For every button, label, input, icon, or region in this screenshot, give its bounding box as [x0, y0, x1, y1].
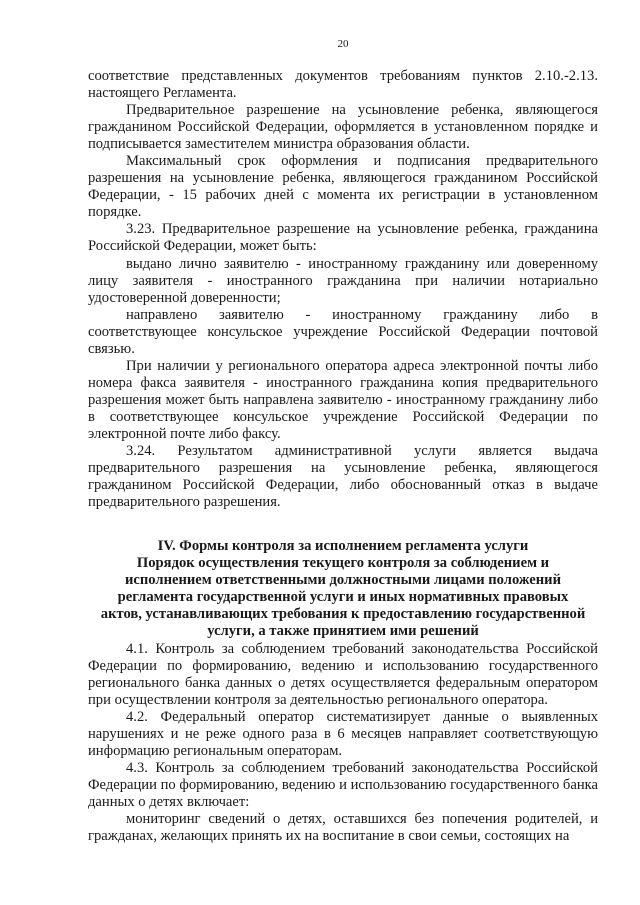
heading-line: исполнением ответственными должностными лицами положений [125, 572, 561, 589]
paragraph: 4.3. Контроль за соблюдением требований законодательства Российской Федерации по формированию, ведению и использованию государственного банка данных о детях включает: [88, 759, 598, 810]
paragraph: 4.1. Контроль за соблюдением требований законодательства Российской Федерации по формированию, ведению и использованию государственного регионального банка данных о детях осуществляется федеральным оператором при осуществлении контроля за деятельностью регионального оператора. [88, 640, 598, 708]
paragraph: соответствие представленных документов требованиям пунктов 2.10.-2.13. настоящего Регламента. [88, 68, 598, 102]
paragraph: При наличии у регионального оператора адреса электронной почты либо номера факса заявителя - иностранного гражданина копия предварительного разрешения может быть направлена заявителю - иностранному гражданину либо в соответствующее консульское учреждение Российской Федерации по электронной почте либо факсу. [88, 357, 598, 442]
section-heading [88, 538, 598, 640]
paragraph: Предварительное разрешение на усыновление ребенка, являющегося гражданином Российской Федерации, оформляется в установленном порядке и подписывается заместителем министра образования области. [88, 102, 598, 153]
paragraph: Максимальный срок оформления и подписания предварительного разрешения на усыновление ребенка, являющегося гражданином Российской Федерации, - 15 рабочих дней с момента их регистрации в установленном порядке. [88, 153, 598, 221]
paragraph: мониторинг сведений о детях, оставшихся без попечения родителей, и гражданах, желающих принять их на воспитание в свои семьи, состоящих на [88, 810, 598, 845]
heading-line: IV. Формы контроля за исполнением регламента услуги [157, 538, 529, 555]
page-number: 20 [337, 38, 349, 50]
document-body [88, 68, 598, 845]
paragraph: выдано лично заявителю - иностранному гражданину или доверенному лицу заявителя - иностранного гражданина при наличии нотариально удостоверенной доверенности; [88, 255, 598, 306]
heading-line: регламента государственной услуги и иных нормативных правовых [117, 589, 569, 606]
heading-line: услуги, а также принятием ими решений [207, 623, 479, 640]
paragraph: направлено заявителю - иностранному гражданину либо в соответствующее консульское учреждение Российской Федерации почтовой связью. [88, 306, 598, 357]
paragraph: 4.2. Федеральный оператор систематизирует данные о выявленных нарушениях и не реже одного раза в 6 месяцев направляет соответствующую информацию региональным операторам. [88, 708, 598, 759]
paragraph: 3.23. Предварительное разрешение на усыновление ребенка, гражданина Российской Федерации, может быть: [88, 221, 598, 255]
heading-line: актов, устанавливающих требования к предоставлению государственной [100, 606, 586, 623]
paragraphs-bottom [88, 641, 598, 846]
heading-line: Порядок осуществления текущего контроля за соблюдением и [136, 555, 550, 572]
paragraph: 3.24. Результатом административной услуги является выдача предварительного разрешения на усыновление ребенка, являющегося гражданином Российской Федерации, либо обоснованный отказ в выдаче предварительного разрешения. [88, 443, 598, 511]
paragraphs-top [88, 68, 598, 511]
